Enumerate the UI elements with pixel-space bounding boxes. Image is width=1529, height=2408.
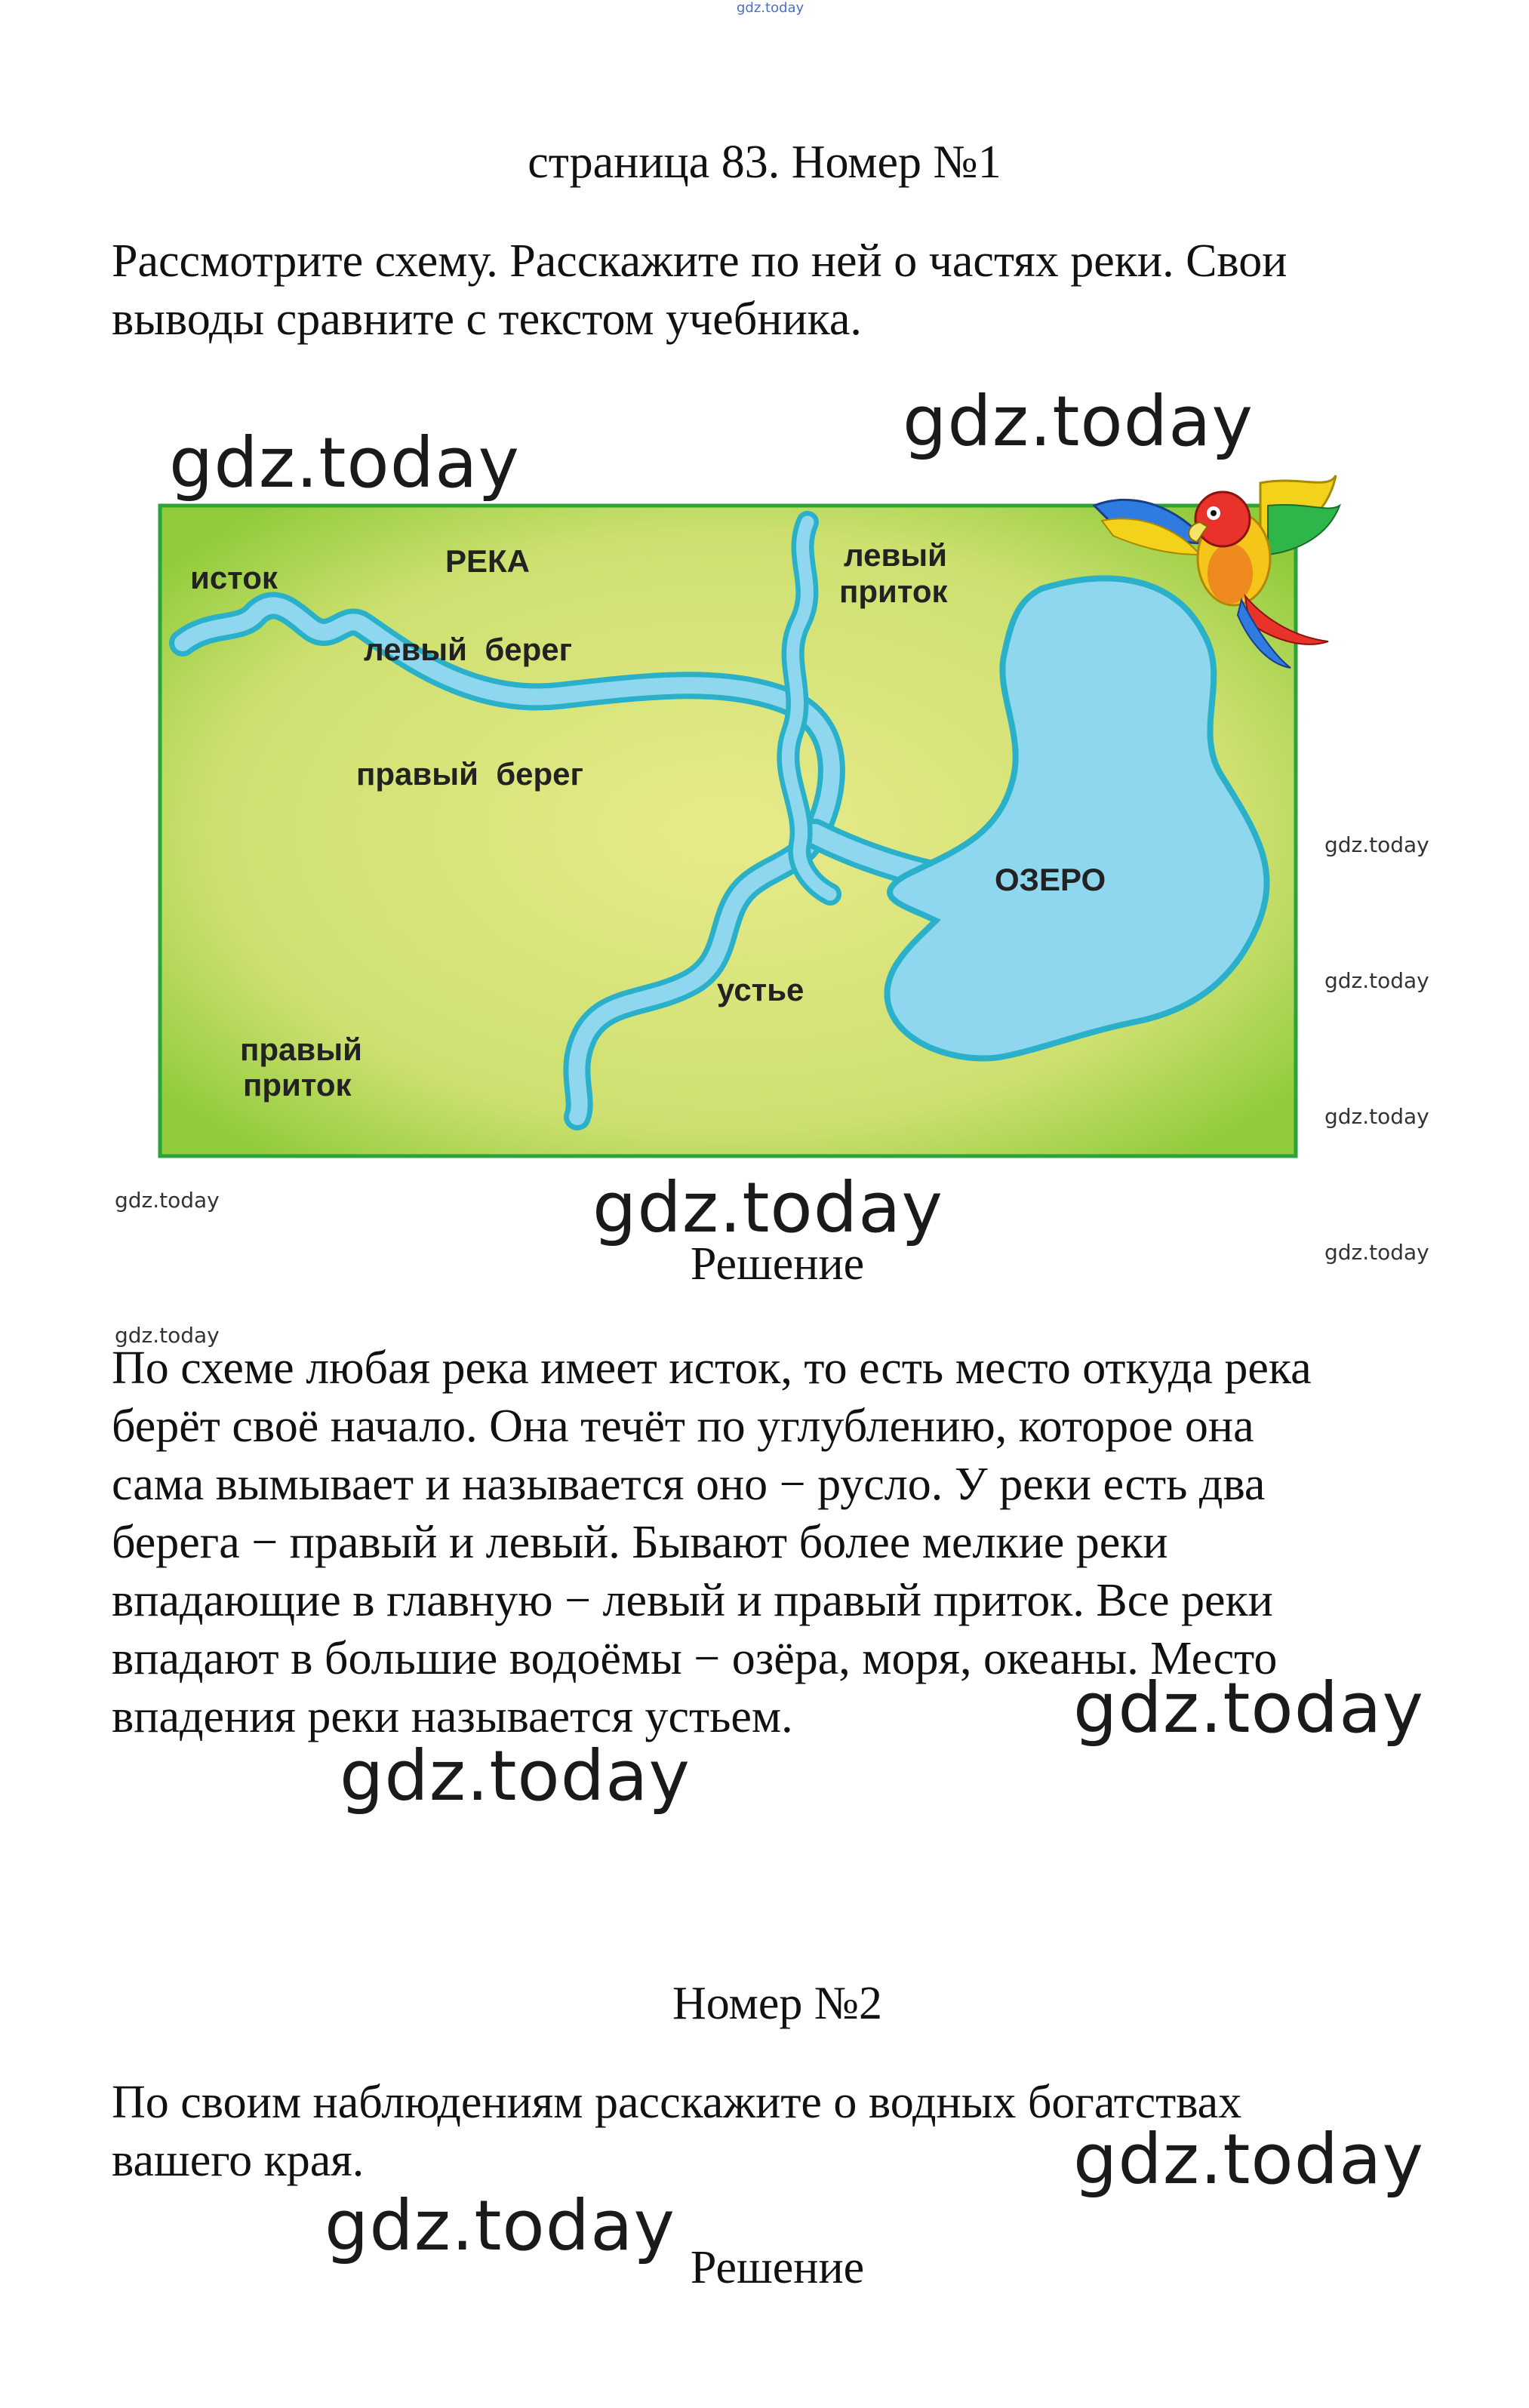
- watermark-small: gdz.today: [1324, 1240, 1429, 1265]
- answer-line: берега − правый и левый. Бывают более мелкие реки: [112, 1517, 1168, 1568]
- label-left-bank: левый берег: [364, 632, 573, 667]
- label-right-bank: правый берег: [356, 756, 584, 792]
- label-mouth: устье: [717, 972, 804, 1007]
- task1-question: [112, 232, 1287, 349]
- task1-heading: страница 83. Номер №1: [528, 137, 1001, 188]
- watermark-small: gdz.today: [1324, 1104, 1429, 1129]
- watermark-small: gdz.today: [1324, 968, 1429, 993]
- watermark-big: gdz.today: [903, 381, 1254, 462]
- answer-line: впадают в большие водоёмы − озёра, моря, океаны. Место: [112, 1633, 1278, 1684]
- watermark-top: gdz.today: [737, 0, 804, 16]
- watermark-small: gdz.today: [115, 1188, 220, 1213]
- watermark-small: gdz.today: [1324, 832, 1429, 857]
- watermark-big: gdz.today: [592, 1167, 943, 1248]
- watermark-big: gdz.today: [1073, 1668, 1424, 1748]
- label-right-tributary: правый: [240, 1032, 362, 1067]
- task1-solution-label: Решение: [690, 1238, 865, 1290]
- answer-line: сама вымывает и называется оно − русло. У реки есть два: [112, 1459, 1266, 1510]
- task2-question-line: вашего края.: [112, 2135, 365, 2186]
- watermark-big: gdz.today: [1073, 2119, 1424, 2200]
- river-scheme-map: [151, 453, 1358, 1177]
- answer-line: По схеме любая река имеет исток, то есть место откуда река: [112, 1342, 1312, 1394]
- task2-solution-label: Решение: [690, 2242, 865, 2293]
- watermark-big: gdz.today: [340, 1736, 691, 1816]
- label-source: исток: [190, 560, 278, 595]
- task1-question-line: Рассмотрите схему. Расскажите по ней о частях реки. Свои: [112, 235, 1287, 287]
- label-river: РЕКА: [445, 543, 530, 579]
- task2-heading: Номер №2: [672, 1978, 882, 2029]
- answer-line: впадения реки называется устьем.: [112, 1691, 793, 1742]
- task2-question-line: По своим наблюдениям расскажите о водных богатствах: [112, 2077, 1242, 2128]
- label-left-tributary: левый: [844, 537, 947, 573]
- answer-line: берёт своё начало. Она течёт по углублению, которое она: [112, 1401, 1254, 1452]
- task2-question: [112, 2074, 1241, 2190]
- task1-question-line: выводы сравните с текстом учебника.: [112, 294, 862, 345]
- label-lake: ОЗЕРО: [995, 862, 1106, 897]
- answer-line: впадающие в главную − левый и правый приток. Все реки: [112, 1575, 1273, 1626]
- watermark-big: gdz.today: [169, 423, 520, 503]
- watermark-big: gdz.today: [325, 2185, 675, 2266]
- label-right-tributary: приток: [243, 1067, 352, 1103]
- label-left-tributary: приток: [839, 574, 948, 609]
- watermark-small: gdz.today: [115, 1323, 220, 1348]
